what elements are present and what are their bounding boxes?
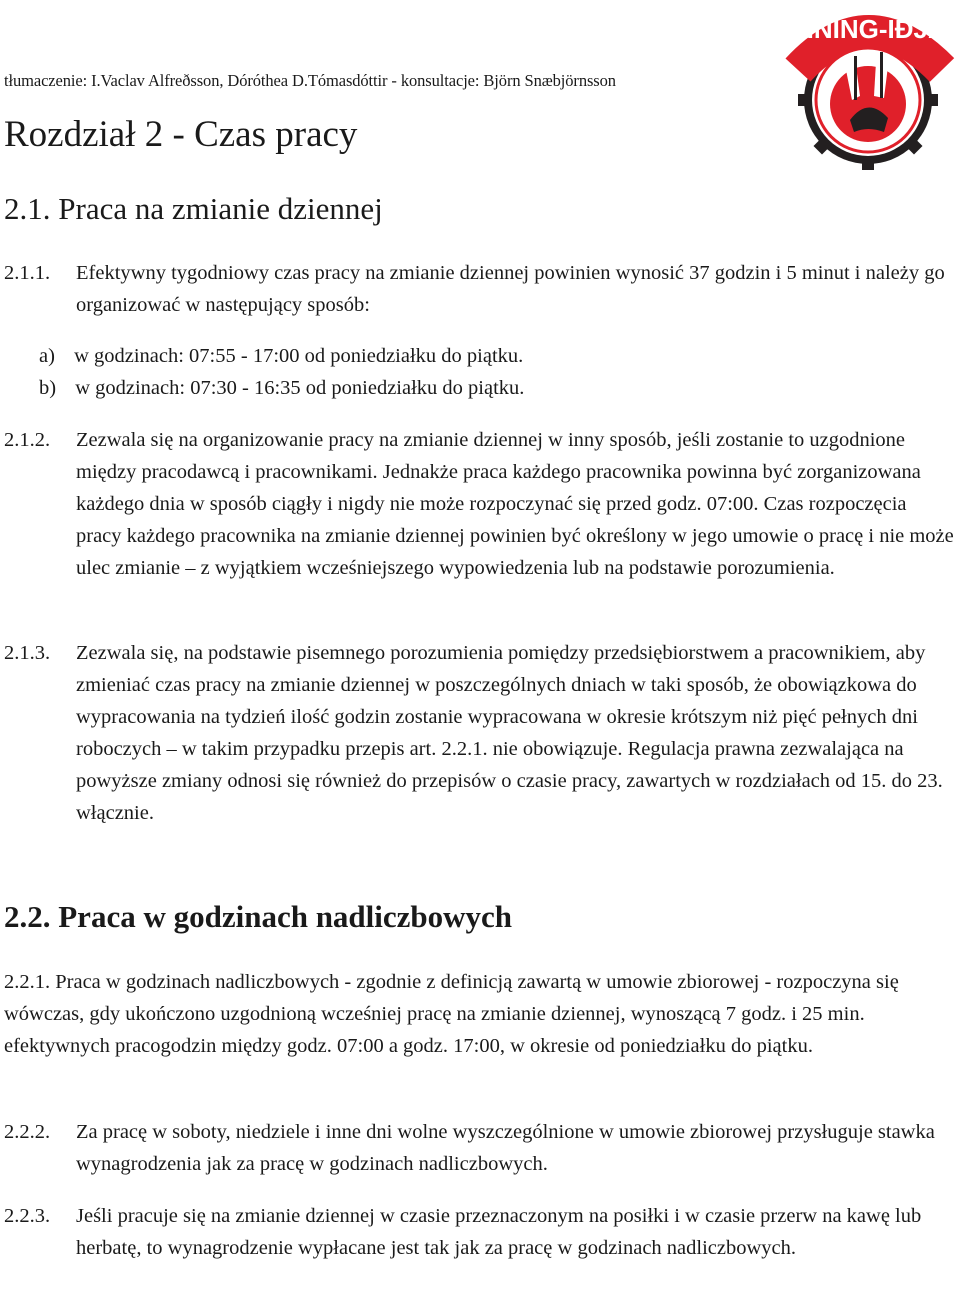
section-title-2-2: 2.2. Praca w godzinach nadliczbowych	[4, 899, 513, 934]
section-title-2-1: 2.1. Praca na zmianie dziennej	[4, 191, 383, 226]
paragraph-text: Zezwala się na organizowanie pracy na zmianie dziennej w inny sposób, jeśli zostanie to uzgodnione między pracodawcą i pracownikami. Jednakże praca każdego pracownika powinna być zorganizowana każdego dnia w sposób ciągły i nigdy nie może rozpoczynać się przed godz. 07:00. Czas rozpoczęcia pracy każdego pracownika na zmianie dziennej powinien być określony w jego umowie o pracę i nie może ulec zmianie – z wyjątkiem wcześniejszego wypowiedzenia lub na podstawie porozumienia.	[76, 429, 954, 579]
paragraph-number: 2.2.2.	[4, 1121, 51, 1143]
list-item-text: w godzinach: 07:55 - 17:00 od poniedziałku do piątku.	[74, 345, 524, 367]
logo-text: EINING-IÐJA	[789, 14, 947, 44]
paragraph-2-2-2	[4, 1116, 954, 1180]
paragraph-number: 2.1.2.	[4, 429, 51, 451]
chapter-title: Rozdział 2 - Czas pracy	[4, 114, 358, 155]
paragraph-text: Za pracę w soboty, niedziele i inne dni wolne wyszczególnione w umowie zbiorowej przysługuje stawka wynagrodzenia jak za pracę w godzinach nadliczbowych.	[76, 1121, 935, 1175]
paragraph-2-1-2	[4, 424, 954, 584]
list-item-b	[39, 372, 524, 404]
paragraph-2-1-1	[4, 257, 954, 321]
paragraph-2-2-3	[4, 1200, 954, 1264]
paragraph-2-2-1: 2.2.1. Praca w godzinach nadliczbowych - zgodnie z definicją zawartą w umowie zbiorowej - rozpoczyna się wówczas, gdy ukończono uzgodnioną wcześniej pracę na zmianie dziennej, wynoszącą 7 godz. i 25 min. efektywnych pracogodzin między godz. 07:00 a godz. 17:00, w okresie od poniedziałku do piątku.	[4, 971, 899, 1057]
paragraph-2-1-3	[4, 637, 954, 829]
list-item-text: w godzinach: 07:30 - 16:35 od poniedziałku do piątku.	[75, 377, 525, 399]
paragraph-number: 2.2.3.	[4, 1205, 51, 1227]
translation-credits: tłumaczenie: I.Vaclav Alfreðsson, Dóróthea D.Tómasdóttir - konsultacje: Björn Snæbjörnsson	[4, 71, 616, 90]
paragraph-text: Efektywny tygodniowy czas pracy na zmianie dziennej powinien wynosić 37 godzin i 5 minut i należy go organizować w następujący sposób:	[76, 262, 945, 316]
list-item-label: a)	[39, 345, 55, 367]
list-item-label: b)	[39, 377, 57, 399]
paragraph-number: 2.1.3.	[4, 642, 51, 664]
paragraph-text: Zezwala się, na podstawie pisemnego porozumienia pomiędzy przedsiębiorstwem a pracownikiem, aby zmieniać czas pracy na zmianie dziennej w poszczególnych dniach w taki sposób, że obowiązkowa do wypracowania na tydzień ilość godzin zostanie wypracowana w okresie krótszym niż pięć pełnych dni roboczych – w takim przypadku przepis art. 2.2.1. nie obowiązuje. Regulacja prawna zezwalająca na powyższe zmiany odnosi się również do przepisów o czasie pracy, zawartych w rozdziałach od 15. do 23. włącznie.	[76, 642, 943, 824]
paragraph-text: Jeśli pracuje się na zmianie dziennej w czasie przeznaczonym na posiłki i w czasie przerw na kawę lub herbatę, to wynagrodzenie wypłacane jest tak jak za pracę w godzinach nadliczbowych.	[76, 1205, 922, 1259]
paragraph-number: 2.1.1.	[4, 262, 51, 284]
list-item-a	[39, 340, 523, 372]
eining-idja-logo	[776, 0, 960, 176]
